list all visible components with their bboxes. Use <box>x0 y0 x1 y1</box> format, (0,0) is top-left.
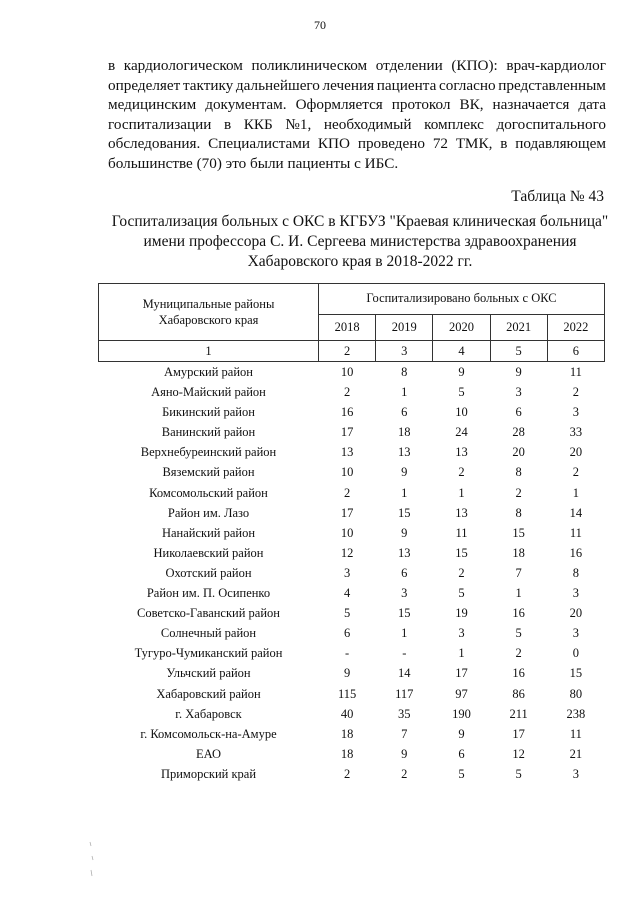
district-cell: Комсомольский район <box>149 485 268 500</box>
table-row <box>99 684 605 704</box>
paragraph-word: пациента <box>376 76 437 94</box>
paragraph-word: большинстве (70) это были пациенты с ИБС. <box>108 154 399 172</box>
value-cell: 12 <box>512 746 525 761</box>
table-title-line: Госпитализация больных с ОКС в КГБУЗ "Краевая клиническая больница" <box>111 213 609 230</box>
district-cell: Амурский район <box>164 365 253 379</box>
value-cell: 3 <box>401 586 408 601</box>
value-cell: 13 <box>398 545 411 560</box>
paragraph-word: КПО <box>317 135 350 153</box>
paragraph-line <box>108 134 606 154</box>
paragraph-word: назначается <box>492 96 570 114</box>
paragraph-word: Специалистами <box>208 135 311 153</box>
year-header: 2022 <box>547 314 604 340</box>
value-cell: 1 <box>401 485 408 500</box>
district-cell: Ванинский район <box>161 425 256 440</box>
value-cell: 7 <box>515 565 522 580</box>
paragraph-word: кардиологическом <box>123 57 243 74</box>
value-cell: 1 <box>572 485 579 500</box>
value-cell: 13 <box>455 445 468 460</box>
table-number: Таблица № 43 <box>511 188 604 205</box>
value-cell: 15 <box>569 666 583 681</box>
district-cell: Аяно-Майский район <box>151 385 266 400</box>
value-cell: - <box>402 646 407 661</box>
value-cell: 3 <box>515 385 522 400</box>
value-cell: 17 <box>340 425 354 440</box>
value-cell: 13 <box>455 505 468 520</box>
value-cell: 13 <box>340 445 354 460</box>
value-cell: 1 <box>401 385 408 400</box>
paragraph-word: Оформляется <box>295 96 383 114</box>
value-cell: 3 <box>458 626 465 641</box>
value-cell: 6 <box>458 746 465 761</box>
value-cell: 14 <box>398 666 411 681</box>
table-row <box>99 483 605 503</box>
paragraph-word: ТМК, <box>455 135 493 153</box>
paragraph-word: ВК, <box>459 96 484 114</box>
paragraph-line <box>108 115 606 135</box>
paragraph-word: в <box>500 135 508 153</box>
value-cell: 17 <box>512 726 525 741</box>
value-cell: 8 <box>515 465 522 480</box>
table-row <box>99 583 605 603</box>
value-cell: 3 <box>343 565 351 580</box>
value-cell: 20 <box>569 606 583 621</box>
value-cell: 28 <box>512 425 525 440</box>
district-cell: Ульчский район <box>166 666 251 681</box>
district-column-header <box>99 284 319 341</box>
table-row <box>99 362 605 383</box>
value-cell: 1 <box>458 485 465 500</box>
value-cell: 17 <box>340 505 354 520</box>
paragraph-word: медицинским <box>108 96 197 114</box>
value-cell: 5 <box>458 766 465 781</box>
value-cell: 5 <box>515 626 522 641</box>
paragraph-word: поликлиническом <box>251 57 368 74</box>
value-cell: 8 <box>401 365 408 379</box>
page-number: 70 <box>314 18 326 32</box>
hospitalized-group-header: Госпитализировано больных с ОКС <box>319 284 605 315</box>
value-cell: 16 <box>340 405 354 420</box>
table-row <box>99 643 605 663</box>
paragraph-line <box>108 154 606 174</box>
value-cell: 40 <box>340 706 354 721</box>
value-cell: 2 <box>572 385 579 400</box>
table-row <box>99 422 605 442</box>
value-cell: 15 <box>398 505 411 520</box>
value-cell: 18 <box>340 726 354 741</box>
value-cell: 2 <box>401 766 408 781</box>
value-cell: 17 <box>455 666 468 681</box>
paragraph-word: отделении <box>375 57 443 74</box>
district-cell: Верхнебуреинский район <box>140 445 277 460</box>
value-cell: 5 <box>343 606 351 621</box>
year-header: 2021 <box>490 314 547 340</box>
value-cell: 6 <box>343 626 351 641</box>
column-number: 4 <box>433 341 490 362</box>
year-header: 2019 <box>376 314 433 340</box>
table-row <box>99 744 605 764</box>
district-cell: Николаевский район <box>153 545 264 560</box>
table-row <box>99 462 605 482</box>
margin-mark <box>88 840 96 880</box>
value-cell: 5 <box>458 385 465 400</box>
table-row <box>99 523 605 543</box>
value-cell: 16 <box>512 606 525 621</box>
table-row <box>99 764 605 784</box>
table-row <box>99 704 605 724</box>
value-cell: 7 <box>401 726 408 741</box>
district-cell: ЕАО <box>195 746 222 761</box>
paragraph-word: дальнейшего <box>235 76 320 94</box>
district-cell: Хабаровский район <box>156 686 261 701</box>
paragraph-word: необходимый <box>323 115 412 133</box>
paragraph-word: документам. <box>205 96 287 114</box>
paragraph-word: тактику <box>182 76 234 94</box>
paragraph-line <box>108 95 606 115</box>
value-cell: 2 <box>343 766 351 781</box>
value-cell: 6 <box>401 565 408 580</box>
value-cell: 4 <box>343 586 351 601</box>
value-cell: 3 <box>572 586 579 601</box>
value-cell: 10 <box>340 465 354 480</box>
value-cell: 24 <box>455 425 468 440</box>
value-cell: 15 <box>398 606 411 621</box>
value-cell: 10 <box>340 525 354 540</box>
value-cell: 16 <box>569 545 583 560</box>
value-cell: 8 <box>515 505 522 520</box>
value-cell: 2 <box>572 465 579 480</box>
value-cell: 9 <box>458 726 465 741</box>
value-cell: 11 <box>569 726 582 741</box>
value-cell: 117 <box>395 686 414 701</box>
value-cell: 20 <box>512 445 525 460</box>
value-cell: 238 <box>566 706 586 721</box>
paragraph-word: определяет <box>108 76 181 94</box>
value-cell: 13 <box>398 445 411 460</box>
value-cell: 18 <box>398 425 411 440</box>
hospitalization-table <box>98 283 605 784</box>
value-cell: 11 <box>455 525 468 540</box>
value-cell: 2 <box>343 385 351 400</box>
table-row <box>99 623 605 643</box>
column-number: 1 <box>99 341 319 362</box>
table-row <box>99 543 605 563</box>
paragraph-word: представленным <box>498 76 606 94</box>
value-cell: 11 <box>569 365 582 379</box>
district-cell: Бикинский район <box>162 405 255 420</box>
value-cell: 190 <box>452 706 471 721</box>
column-number: 6 <box>547 341 604 362</box>
paragraph-word: №1, <box>285 115 312 133</box>
value-cell: 3 <box>572 626 579 641</box>
value-cell: 115 <box>337 686 357 701</box>
table-title-line: имени профессора С. И. Сергеева министерства здравоохранения <box>143 233 577 250</box>
table-row <box>99 663 605 683</box>
table-row <box>99 724 605 744</box>
paragraph-word: подавляющем <box>515 135 606 153</box>
value-cell: 2 <box>458 465 465 480</box>
value-cell: 211 <box>509 706 528 721</box>
table-row <box>99 442 605 462</box>
paragraph-line <box>108 56 606 76</box>
table-row <box>99 563 605 583</box>
district-cell: Вяземский район <box>162 465 255 480</box>
value-cell: 16 <box>512 666 525 681</box>
value-cell: 6 <box>515 405 522 420</box>
district-cell: Тугуро-Чумиканский район <box>134 646 283 661</box>
paragraph-word: 72 <box>432 135 448 153</box>
paragraph-word: протокол <box>391 96 451 114</box>
district-cell: Охотский район <box>165 565 252 580</box>
value-cell: 10 <box>340 365 354 379</box>
value-cell: 3 <box>572 766 579 781</box>
district-cell: Район им. П. Осипенко <box>146 586 271 601</box>
value-cell: - <box>345 646 350 661</box>
value-cell: 2 <box>515 485 522 500</box>
value-cell: 20 <box>569 445 583 460</box>
value-cell: 33 <box>569 425 583 440</box>
table-title-line: Хабаровского края в 2018-2022 гг. <box>247 253 473 270</box>
value-cell: 21 <box>569 746 583 761</box>
value-cell: 15 <box>512 525 525 540</box>
value-cell: 10 <box>455 405 468 420</box>
value-cell: 1 <box>515 586 522 601</box>
value-cell: 2 <box>343 485 351 500</box>
paragraph-word: догоспитального <box>496 115 606 133</box>
paragraph-word: ККБ <box>243 115 273 133</box>
table-title <box>100 212 620 272</box>
district-cell: Советско-Гаванский район <box>137 606 280 621</box>
year-header: 2020 <box>433 314 490 340</box>
value-cell: 11 <box>569 525 582 540</box>
paragraph-word: врач-кардиолог <box>506 57 606 74</box>
district-cell: Нанайский район <box>161 525 256 540</box>
value-cell: 6 <box>401 405 408 420</box>
value-cell: 0 <box>572 646 579 661</box>
paragraph-word: госпитализации <box>108 115 212 133</box>
value-cell: 3 <box>572 405 579 420</box>
paragraph-word: в <box>223 115 232 133</box>
table-row <box>99 503 605 523</box>
district-cell: Солнечный район <box>160 626 257 641</box>
paragraph-line <box>108 76 606 96</box>
column-number: 3 <box>376 341 433 362</box>
value-cell: 9 <box>401 465 408 480</box>
value-cell: 35 <box>398 706 411 721</box>
value-cell: 19 <box>455 606 468 621</box>
paragraph-word: согласно <box>439 76 496 94</box>
value-cell: 2 <box>458 565 465 580</box>
district-cell: г. Хабаровск <box>175 706 242 721</box>
value-cell: 9 <box>401 525 408 540</box>
paragraph-word: лечения <box>322 76 375 94</box>
table-body <box>99 362 605 784</box>
value-cell: 9 <box>401 746 408 761</box>
body-paragraph <box>108 56 606 174</box>
table-row <box>99 382 605 402</box>
district-cell: Район им. Лазо <box>167 505 250 520</box>
value-cell: 9 <box>458 365 465 379</box>
value-cell: 80 <box>569 686 583 701</box>
district-header-line: Муниципальные районы <box>142 297 275 311</box>
value-cell: 5 <box>515 766 522 781</box>
column-number: 2 <box>319 341 376 362</box>
paragraph-word: проведено <box>357 135 425 153</box>
district-cell: г. Комсомольск-на-Амуре <box>140 726 277 741</box>
value-cell: 8 <box>572 565 579 580</box>
paragraph-word: (КПО): <box>451 57 498 74</box>
value-cell: 9 <box>343 666 351 681</box>
value-cell: 1 <box>458 646 465 661</box>
value-cell: 1 <box>401 626 408 641</box>
value-cell: 14 <box>569 505 583 520</box>
paragraph-word: дата <box>578 96 606 114</box>
value-cell: 97 <box>455 686 468 701</box>
district-cell: Приморский край <box>160 766 257 781</box>
value-cell: 18 <box>512 545 525 560</box>
value-cell: 18 <box>340 746 354 761</box>
district-header-line: Хабаровского края <box>158 313 259 327</box>
paragraph-word: комплекс <box>424 115 484 133</box>
column-number: 5 <box>490 341 547 362</box>
value-cell: 15 <box>455 545 468 560</box>
table-row <box>99 402 605 422</box>
year-header: 2018 <box>319 314 376 340</box>
value-cell: 12 <box>340 545 354 560</box>
value-cell: 86 <box>512 686 525 701</box>
paragraph-word: обследования. <box>108 135 201 153</box>
table-row <box>99 603 605 623</box>
value-cell: 5 <box>458 586 465 601</box>
value-cell: 9 <box>515 365 522 379</box>
paragraph-word: в <box>108 57 116 74</box>
value-cell: 2 <box>515 646 522 661</box>
